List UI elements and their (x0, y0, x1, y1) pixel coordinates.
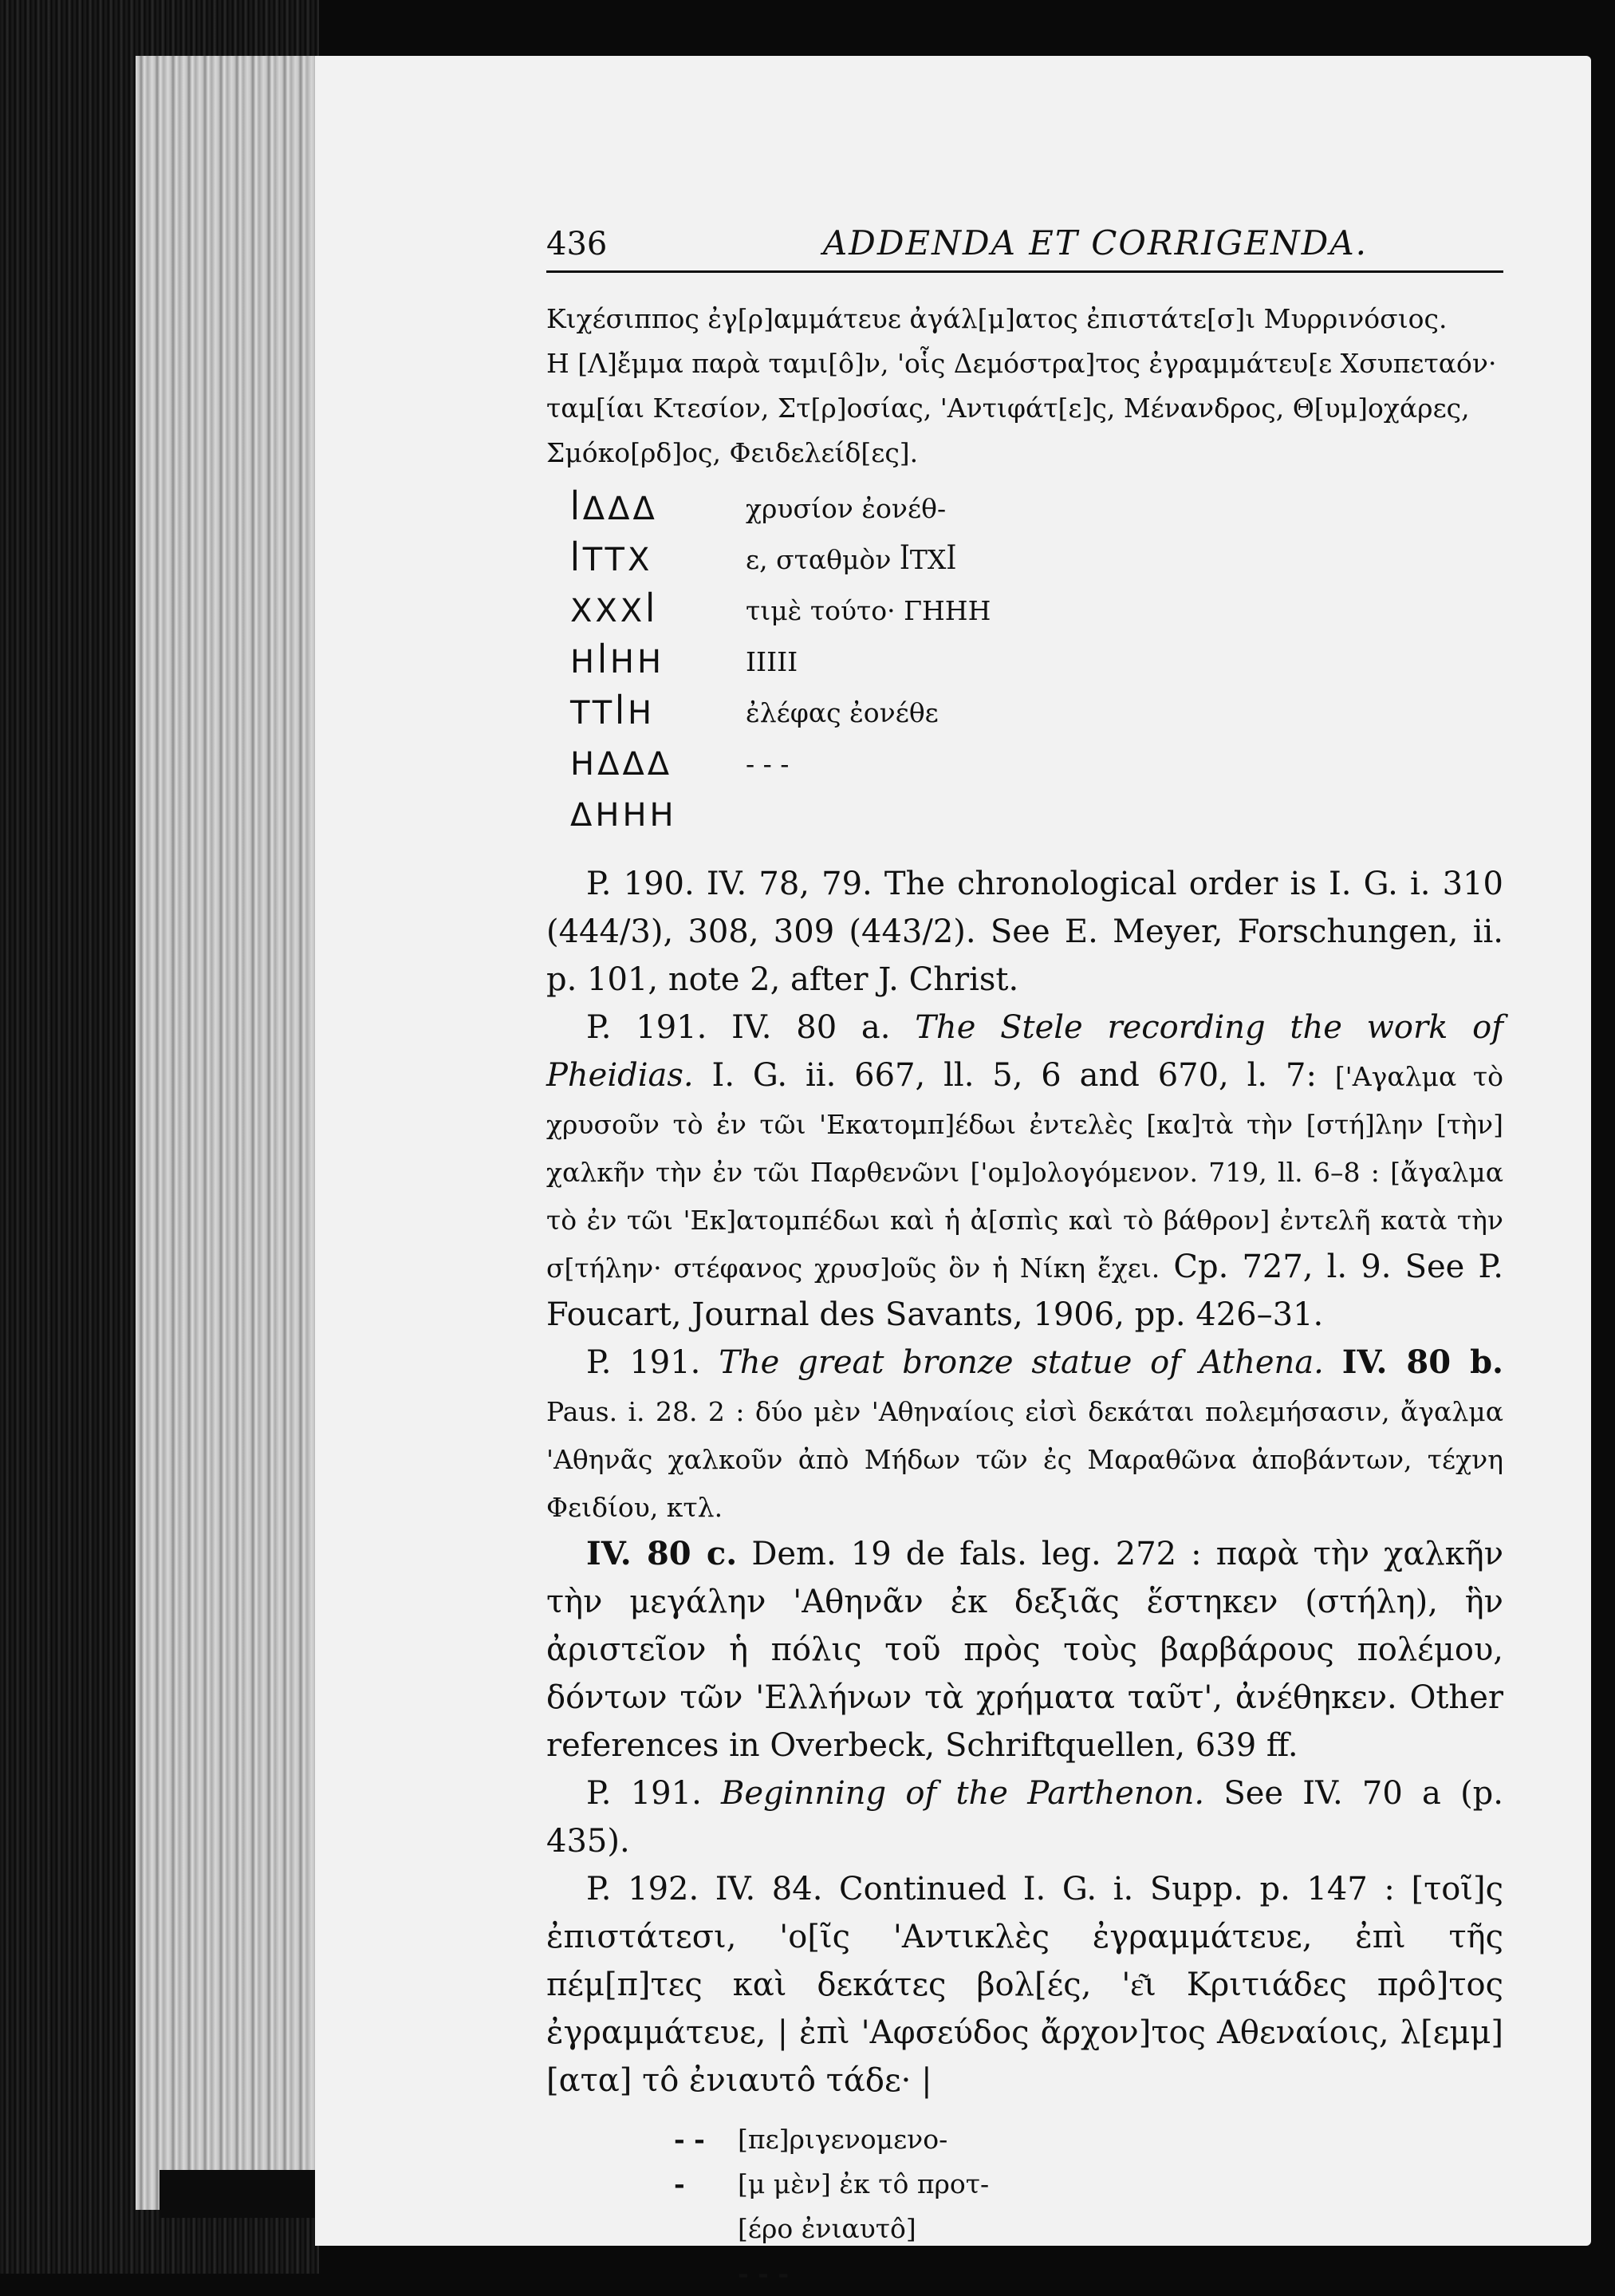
inscription-line (674, 2207, 1503, 2251)
final-lacuna: - - - (738, 2258, 790, 2289)
entry-title: Beginning of the Parthenon. (721, 1775, 1205, 1812)
account-text: - - - (746, 748, 790, 779)
paragraph-stele (546, 1004, 1503, 1339)
inscription-fragment (674, 2117, 1503, 2296)
lacuna-dash (674, 2207, 738, 2251)
attic-numeral: HꟾHH (570, 644, 665, 681)
lacuna-dash: - - (674, 2124, 705, 2155)
entry-ref: IV. 80 b. (1341, 1343, 1503, 1381)
entry-tail: Cp. 727, l. 9. See P. Foucart, Journal des Savants, 1906, pp. 426–31. (546, 1249, 1503, 1333)
entry-head: P. 191. (586, 1344, 701, 1381)
inscription-line (674, 2117, 1503, 2162)
inscription-text: [πε]ριγενομενο- (738, 2124, 948, 2155)
paragraph-p190: P. 190. IV. 78, 79. The chronological order is I. G. i. 310 (444/3), 308, 309 (443/2). See E. Meyer, Forschungen, ii. p. 101, note 2, after J. Christ. (546, 866, 1503, 998)
attic-numeral: XXXꟾ (570, 593, 659, 629)
page-content (546, 223, 1503, 2296)
account-text: ε, σταθμὸν ꟾTXꟾ (746, 544, 957, 575)
entry-head: P. 192. IV. 84. (586, 1871, 823, 1907)
paragraph-parthenon (546, 1769, 1503, 1865)
inscription-text: [έρο ἐνιαυτô] (738, 2213, 916, 2244)
lacuna-dash: - (674, 2168, 685, 2199)
entry-head: P. 191. IV. 80 a. (586, 1009, 891, 1046)
attic-numeral: TTꟾH (570, 695, 656, 732)
running-head: ADDENDA ET CORRIGENDA. (822, 223, 1368, 262)
accounts-table (570, 483, 1503, 841)
attic-numeral: ΔHHH (570, 797, 677, 834)
account-text (730, 790, 1503, 841)
greek-line: Η [Λ]ἔμμα παρὰ ταμι[ô]ν, 'οἷς Δεμόστρα]τος ἐγραμμάτευ[ε Χσυπεταόν· (546, 348, 1497, 379)
attic-numeral: ꟾTTX (570, 542, 653, 578)
attic-numeral: HΔΔΔ (570, 746, 673, 783)
binding-shadow (160, 2170, 335, 2218)
account-text: ἐλέφας ἐονέθε (746, 697, 939, 728)
account-text: χρυσίον ἐονέθ- (746, 493, 947, 524)
page-number: 436 (546, 226, 608, 262)
page-header (546, 223, 1503, 273)
attic-numeral: ꟾΔΔΔ (570, 491, 658, 527)
entry-title: The great bronze statue of Athena. (719, 1344, 1324, 1381)
entry-title: The Stele recording the work of Pheidias. (546, 1009, 1503, 1094)
book-page (315, 56, 1591, 2289)
entry-head: IV. 80 c. (586, 1535, 738, 1572)
greek-line: ταμ[ίαι Κτεσίον, Στ[ρ]οσίας, 'Αντιφάτ[ε]ς, Μένανδρος, Θ[υμ]οχάρες, (546, 393, 1470, 424)
paragraph-p192 (546, 1865, 1503, 2105)
entry-text: Continued I. G. i. Supp. p. 147 : [τοῖ]ς ἐπιστάτεσι, 'ο[ῖς 'Αντικλὲς ἐγραμμάτευε, ἐπὶ τῆς πέμ[π]τες καὶ δεκάτες βολ[ές, 'ε͂ι Κριτιάδες πρô]τος ἐγραμμάτευε, | ἐπὶ 'Αφσεύδος ἄρχον]τος Αθεναίοις, λ[εμμ][ατα] τô ἐνιαυτô τάδε· | (546, 1871, 1503, 2099)
account-text: IIIII (746, 646, 798, 677)
paragraph-bronze-statue (546, 1339, 1503, 1530)
greek-line: Σμόκο[ρδ]ος, Φειδελείδ[ες]. (546, 437, 919, 468)
inscription-text: [μ μὲν] ἐκ τô προτ- (738, 2168, 990, 2199)
greek-quotation: Paus. i. 28. 2 : δύο μὲν 'Αθηναίοις εἰσὶ δεκάται πολεμήσασιν, ἄγαλμα 'Αθηνᾶς χαλκοῦν ἀπὸ Μήδων τῶν ἐς Μαραθῶνα ἀποβάντων, τέχνη Φειδίου, κτλ. (546, 1396, 1503, 1523)
entry-text: Dem. 19 de fals. leg. 272 : παρὰ τὴν χαλκῆν τὴν μεγάλην 'Αθηνᾶν ἐκ δεξιᾶς ἕστηκεν (στήλη), ἣν ἀριστεῖον ἡ πόλις τοῦ πρὸς τοὺς βαρβάρους πολέμου, δόντων τῶν 'Ελλήνων τὰ χρήματα ταῦτ', ἀνέθηκεν. Other references in Overbeck, Schriftquellen, 639 ff. (546, 1536, 1504, 1764)
entry-ref: I. G. ii. 667, ll. 5, 6 and 670, l. 7: (711, 1057, 1317, 1094)
greek-intro (546, 297, 1503, 475)
inscription-line (674, 2162, 1503, 2207)
entry-head: P. 191. (586, 1775, 702, 1812)
account-text: τιμὲ τούτο· ΓΗΗΗ (746, 595, 991, 626)
paragraph-80c (546, 1530, 1503, 1769)
greek-line: Κιχέσιππος ἐγ[ρ]αμμάτευε ἀγάλ[μ]ατος ἐπιστάτε[σ]ι Μυρρινόσιος. (546, 303, 1448, 334)
greek-quotation: ['Αγαλμα τὸ χρυσοῦν τὸ ἐν τῶι 'Εκατομπ]έδωι ἐντελὲς [κα]τὰ τὴν [στή]λην [τὴν] χαλκῆν τὴν ἐν τῶι Παρθενῶνι ['ομ]ολογόμενον. 719, ll. 6–8 : [ἄγαλμα τὸ ἐν τῶι 'Εκ]ατομπέδωι καὶ ἡ ἀ[σπὶς καὶ τὸ βάθρον] ἐντελῆ κατὰ τὴν σ[τήλην· στέφανος χρυσ]οῦς ὃν ἡ Νίκη ἔχει. (546, 1061, 1504, 1284)
entry-ref: See IV. 70 a (p. 435). (546, 1775, 1503, 1860)
page-edges (136, 56, 319, 2210)
